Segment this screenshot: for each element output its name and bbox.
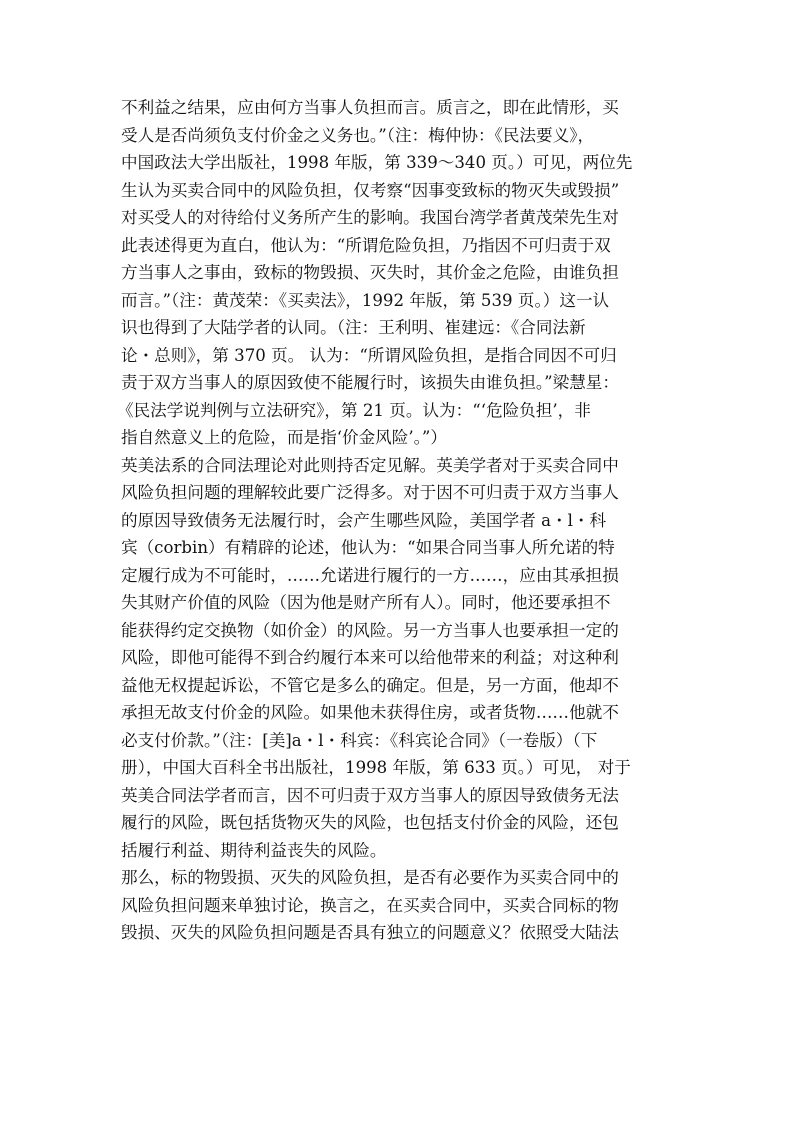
text-line: 中国政法大学出版社，1998 年版，第 339～340 页。）可见，两位先 bbox=[121, 153, 633, 172]
text-line: 风险，即他可能得不到合约履行本来可以给他带来的利益；对这种利 bbox=[121, 648, 619, 667]
text-line: 那么，标的物毁损、灭失的风险负担，是否有必要作为买卖合同中的 bbox=[121, 868, 619, 887]
text-line: 册），中国大百科全书出版社，1998 年版，第 633 页。）可见， 对于 bbox=[121, 758, 631, 777]
text-line: 风险负担问题来单独讨论，换言之，在买卖合同中，买卖合同标的物 bbox=[121, 895, 619, 915]
text-line: 英美合同法学者而言，因不可归责于双方当事人的原因导致债务无法 bbox=[121, 785, 619, 805]
text-line: 毁损、灭失的风险负担问题是否具有独立的问题意义？依照受大陆法 bbox=[121, 923, 619, 942]
text-line: 受人是否尚须负支付价金之义务也。”（注：梅仲协：《民法要义》， bbox=[121, 125, 595, 145]
text-line: 而言。”（注：黄茂荣：《买卖法》，1992 年版，第 539 页。）这一认 bbox=[121, 290, 610, 310]
text-line: 对买受人的对待给付义务所产生的影响。我国台湾学者黄茂荣先生对 bbox=[121, 208, 619, 227]
text-line: 必支付价款。”（注：[美]a・l・科宾：《科宾论合同》（一卷版）（下 bbox=[121, 730, 598, 750]
text-line: 承担无故支付价金的风险。如果他未获得住房，或者货物……他就不 bbox=[121, 703, 619, 722]
document-body bbox=[117, 94, 681, 947]
paragraph-risk-definition bbox=[117, 94, 681, 452]
text-line: 指自然意义上的危险，而是指‘价金风险’。”） bbox=[121, 428, 448, 447]
text-line: 此表述得更为直白，他认为：“所谓危险负担，乃指因不可归责于双 bbox=[121, 235, 611, 255]
text-line: 能获得约定交换物（如价金）的风险。另一方当事人也要承担一定的 bbox=[121, 620, 619, 640]
text-line: 责于双方当事人的原因致使不能履行时，该损失由谁负担。”梁慧星： bbox=[121, 373, 619, 392]
text-line: 风险负担问题的理解较此要广泛得多。对于因不可归责于双方当事人 bbox=[121, 483, 619, 502]
text-line: 不利益之结果，应由何方当事人负担而言。质言之，即在此情形，买 bbox=[121, 98, 619, 117]
text-line: 识也得到了大陆学者的认同。（注：王利明、崔建远：《合同法新 bbox=[121, 318, 586, 337]
text-line: 失其财产价值的风险（因为他是财产所有人）。同时，他还要承担不 bbox=[121, 593, 611, 612]
paragraph-common-law-view bbox=[121, 452, 681, 865]
text-line: 生认为买卖合同中的风险负担，仅考察“因事变致标的物灭失或毁损” bbox=[121, 180, 620, 200]
text-line: 宾（corbin）有精辟的论述，他认为：“如果合同当事人所允诺的特 bbox=[121, 538, 615, 557]
text-line: 论・总则》，第 370 页。 认为：“所谓风险负担，是指合同因不可归 bbox=[121, 345, 617, 365]
text-line: 方当事人之事由，致标的物毁损、灭失时，其价金之危险，由谁负担 bbox=[121, 263, 619, 282]
text-line: 履行的风险，既包括货物灭失的风险，也包括支付价金的风险，还包 bbox=[121, 813, 619, 832]
paragraph-independent-question bbox=[121, 864, 681, 947]
text-line: 括履行利益、期待利益丧失的风险。 bbox=[121, 840, 387, 860]
text-line: 的原因导致债务无法履行时，会产生哪些风险，美国学者 a・l・科 bbox=[121, 510, 607, 530]
text-line: 英美法系的合同法理论对此则持否定见解。英美学者对于买卖合同中 bbox=[121, 455, 619, 475]
text-line: 益他无权提起诉讼，不管它是多么的确定。但是，另一方面，他却不 bbox=[121, 675, 619, 695]
text-line: 《民法学说判例与立法研究》，第 21 页。认为：“‘危险负担’，非 bbox=[117, 400, 591, 420]
text-line: 定履行成为不可能时，……允诺进行履行的一方……，应由其承担损 bbox=[121, 565, 619, 585]
